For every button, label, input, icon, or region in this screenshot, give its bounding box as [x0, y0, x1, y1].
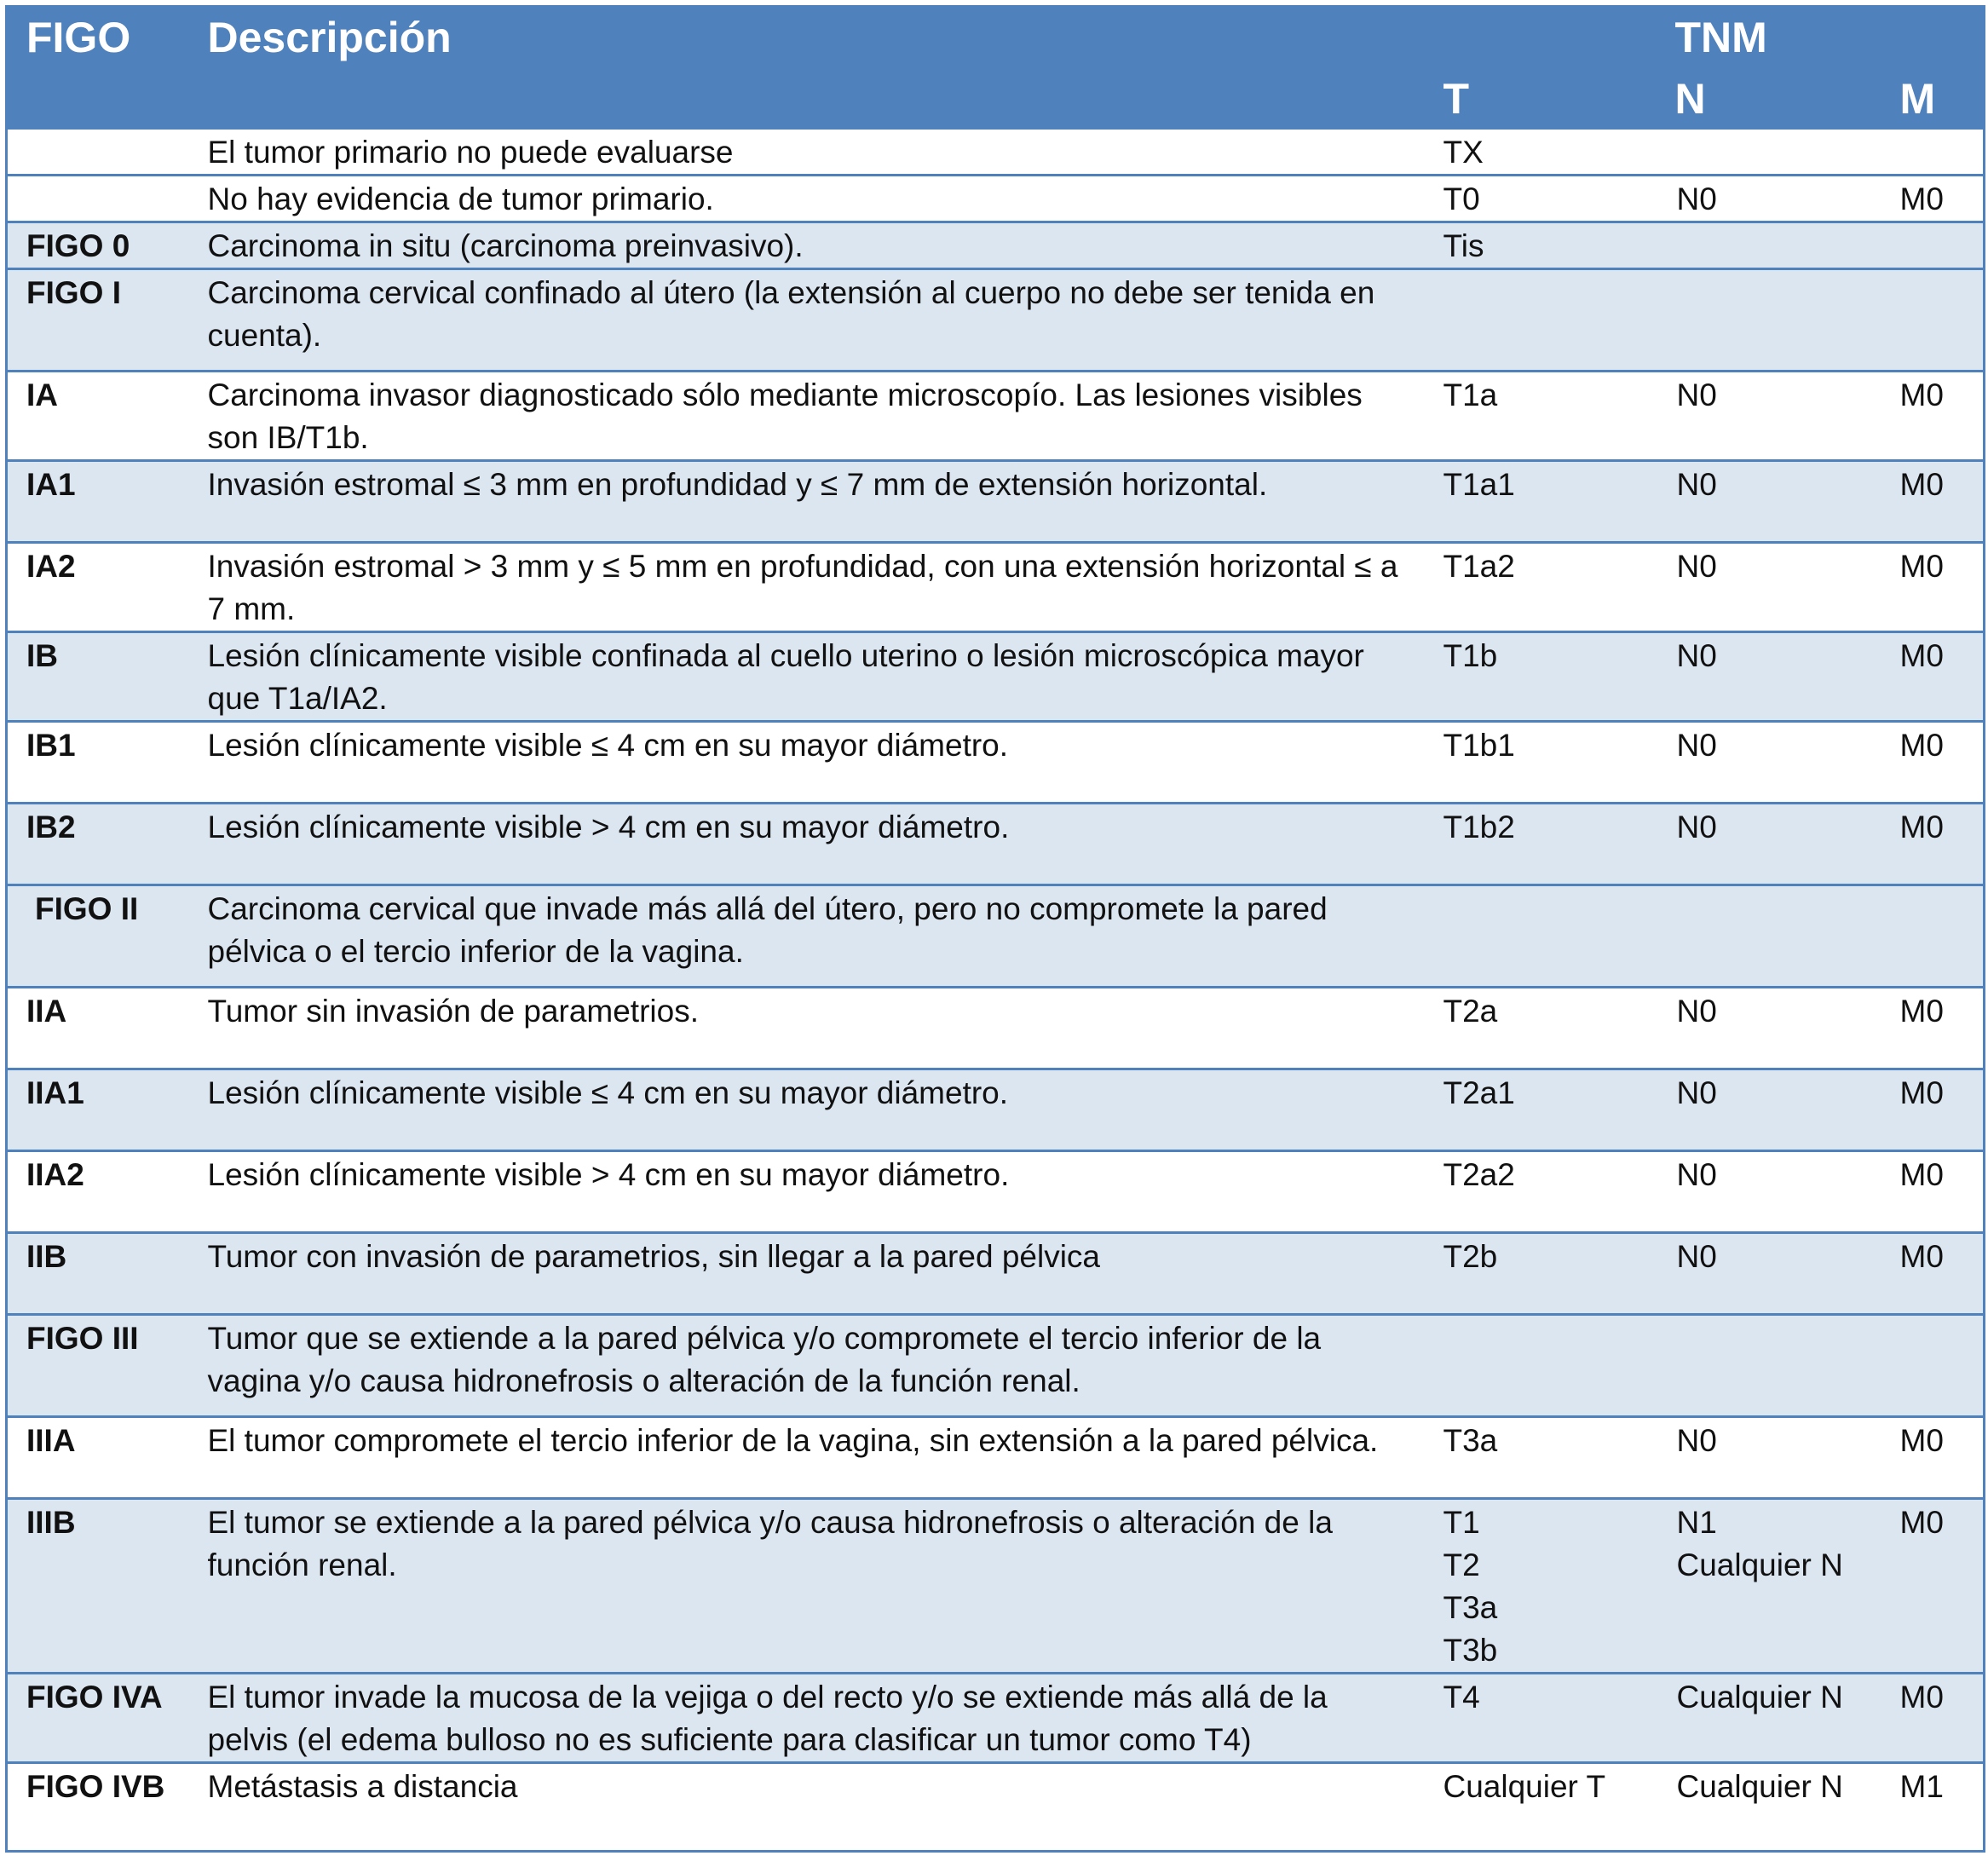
figo-stage-cell: FIGO I	[7, 268, 189, 371]
figo-stage-cell: IIB	[7, 1232, 189, 1314]
tnm-n-cell	[1658, 1498, 1881, 1673]
table-row	[7, 1069, 1985, 1150]
tnm-m-cell: M0	[1881, 631, 1985, 721]
header-description: Descripción	[189, 5, 1425, 66]
t-value: TX	[1443, 134, 1484, 170]
t-value: T1b	[1443, 637, 1498, 673]
description-cell: El tumor compromete el tercio inferior de la vagina, sin extensión a la pared pélvica.	[189, 1416, 1425, 1498]
tnm-t-cell	[1425, 1069, 1658, 1150]
tnm-t-cell	[1425, 987, 1658, 1069]
n-value: N0	[1676, 993, 1717, 1029]
n-value: Cualquier N	[1676, 1679, 1843, 1715]
tnm-n-cell	[1658, 128, 1881, 175]
t-value: T2a	[1443, 993, 1498, 1029]
description-cell: Lesión clínicamente visible ≤ 4 cm en su mayor diámetro.	[189, 721, 1425, 803]
tnm-m-cell: M0	[1881, 987, 1985, 1069]
t-value: T1b2	[1443, 809, 1515, 844]
header-tnm: TNM	[1658, 5, 1881, 66]
description-cell: Tumor sin invasión de parametrios.	[189, 987, 1425, 1069]
figo-stage-cell: IIA2	[7, 1150, 189, 1232]
t-value: T1a2	[1443, 548, 1515, 584]
figo-stage-cell: FIGO II	[7, 885, 189, 987]
n-value: N0	[1676, 1156, 1717, 1192]
tnm-t-cell	[1425, 175, 1658, 222]
description-cell: Tumor con invasión de parametrios, sin llegar a la pared pélvica	[189, 1232, 1425, 1314]
t-value: T2a1	[1443, 1075, 1515, 1110]
tnm-t-cell	[1425, 631, 1658, 721]
t-value: T1	[1443, 1504, 1480, 1540]
description-cell: El tumor se extiende a la pared pélvica y/o causa hidronefrosis o alteración de la función renal.	[189, 1498, 1425, 1673]
header-m: M	[1881, 66, 1985, 128]
tnm-m-cell: M0	[1881, 175, 1985, 222]
figo-stage-cell: IIA	[7, 987, 189, 1069]
header-spacer	[1881, 5, 1985, 66]
t-value: Tis	[1443, 228, 1484, 263]
tnm-t-cell	[1425, 542, 1658, 631]
description-cell: Carcinoma in situ (carcinoma preinvasivo).	[189, 222, 1425, 268]
table-row	[7, 542, 1985, 631]
tnm-m-cell	[1881, 885, 1985, 987]
n-value: Cualquier N	[1676, 1547, 1843, 1582]
tnm-t-cell	[1425, 222, 1658, 268]
tnm-t-cell	[1425, 1314, 1658, 1416]
header-row-secondary	[7, 66, 1985, 128]
t-value: T1b1	[1443, 727, 1515, 763]
tnm-t-cell	[1425, 1232, 1658, 1314]
tnm-t-cell	[1425, 268, 1658, 371]
t-value: T3a	[1443, 1589, 1498, 1625]
tnm-t-cell	[1425, 371, 1658, 460]
tnm-t-cell	[1425, 460, 1658, 542]
figo-stage-cell: FIGO IVA	[7, 1673, 189, 1762]
tnm-n-cell	[1658, 1762, 1881, 1851]
tnm-t-cell	[1425, 1498, 1658, 1673]
tnm-t-cell	[1425, 721, 1658, 803]
description-cell: El tumor primario no puede evaluarse	[189, 128, 1425, 175]
n-value: N0	[1676, 466, 1717, 502]
header-spacer	[1425, 5, 1658, 66]
t-value: Cualquier T	[1443, 1768, 1606, 1804]
table-row	[7, 885, 1985, 987]
t-value: T2b	[1443, 1238, 1498, 1274]
tnm-m-cell: M0	[1881, 1498, 1985, 1673]
tnm-n-cell	[1658, 1673, 1881, 1762]
tnm-m-cell: M0	[1881, 371, 1985, 460]
table-row	[7, 268, 1985, 371]
description-cell: Lesión clínicamente visible > 4 cm en su mayor diámetro.	[189, 803, 1425, 885]
description-cell: No hay evidencia de tumor primario.	[189, 175, 1425, 222]
tnm-t-cell	[1425, 1416, 1658, 1498]
tnm-n-cell	[1658, 1069, 1881, 1150]
tnm-t-cell	[1425, 1762, 1658, 1851]
header-t: T	[1425, 66, 1658, 128]
tnm-m-cell	[1881, 268, 1985, 371]
description-cell: Carcinoma cervical confinado al útero (la extensión al cuerpo no debe ser tenida en cuenta).	[189, 268, 1425, 371]
table-row	[7, 1416, 1985, 1498]
description-cell: Lesión clínicamente visible > 4 cm en su mayor diámetro.	[189, 1150, 1425, 1232]
table-row	[7, 175, 1985, 222]
tnm-m-cell: M0	[1881, 1232, 1985, 1314]
tnm-n-cell	[1658, 1416, 1881, 1498]
n-value: N0	[1676, 727, 1717, 763]
tnm-m-cell	[1881, 1314, 1985, 1416]
figo-stage-cell: IIA1	[7, 1069, 189, 1150]
tnm-n-cell	[1658, 222, 1881, 268]
figo-stage-cell	[7, 175, 189, 222]
tnm-n-cell	[1658, 542, 1881, 631]
tnm-n-cell	[1658, 175, 1881, 222]
t-value: T2	[1443, 1547, 1480, 1582]
description-cell: Tumor que se extiende a la pared pélvica y/o compromete el tercio inferior de la vagina y/o causa hidronefrosis o alteración de la función renal.	[189, 1314, 1425, 1416]
figo-stage-cell: IIIB	[7, 1498, 189, 1673]
description-cell: Invasión estromal > 3 mm y ≤ 5 mm en profundidad, con una extensión horizontal ≤ a 7 mm.	[189, 542, 1425, 631]
tnm-m-cell	[1881, 128, 1985, 175]
table-row	[7, 1762, 1985, 1851]
header-n: N	[1658, 66, 1881, 128]
table-row	[7, 1498, 1985, 1673]
tnm-n-cell	[1658, 1232, 1881, 1314]
tnm-n-cell	[1658, 371, 1881, 460]
tnm-n-cell	[1658, 1150, 1881, 1232]
figo-stage-cell: IB	[7, 631, 189, 721]
tnm-n-cell	[1658, 268, 1881, 371]
t-value: T1a1	[1443, 466, 1515, 502]
t-value: T2a2	[1443, 1156, 1515, 1192]
tnm-t-cell	[1425, 128, 1658, 175]
tnm-m-cell: M0	[1881, 542, 1985, 631]
table-row	[7, 803, 1985, 885]
n-value: N0	[1676, 377, 1717, 412]
n-value: N0	[1676, 809, 1717, 844]
description-cell: Lesión clínicamente visible ≤ 4 cm en su mayor diámetro.	[189, 1069, 1425, 1150]
figo-stage-cell: FIGO 0	[7, 222, 189, 268]
table-row	[7, 1673, 1985, 1762]
t-value: T3b	[1443, 1632, 1498, 1668]
description-cell: Invasión estromal ≤ 3 mm en profundidad y ≤ 7 mm de extensión horizontal.	[189, 460, 1425, 542]
n-value: Cualquier N	[1676, 1768, 1843, 1804]
tnm-m-cell: M0	[1881, 1673, 1985, 1762]
t-value: T1a	[1443, 377, 1498, 412]
tnm-t-cell	[1425, 1150, 1658, 1232]
n-value: N1	[1676, 1504, 1717, 1540]
n-value: N0	[1676, 1422, 1717, 1458]
tnm-t-cell	[1425, 885, 1658, 987]
figo-tnm-staging-table	[5, 5, 1985, 1853]
t-value: T3a	[1443, 1422, 1498, 1458]
table-row	[7, 721, 1985, 803]
t-value: T0	[1443, 181, 1480, 216]
tnm-m-cell: M0	[1881, 1416, 1985, 1498]
tnm-n-cell	[1658, 803, 1881, 885]
figo-stage-cell: IA1	[7, 460, 189, 542]
description-cell: Lesión clínicamente visible confinada al cuello uterino o lesión microscópica mayor que T1a/IA2.	[189, 631, 1425, 721]
table-header	[7, 5, 1985, 128]
n-value: N0	[1676, 1238, 1717, 1274]
description-cell: Carcinoma cervical que invade más allá del útero, pero no compromete la pared pélvica o el tercio inferior de la vagina.	[189, 885, 1425, 987]
figo-stage-cell: FIGO III	[7, 1314, 189, 1416]
table-body	[7, 128, 1985, 1851]
table-row	[7, 1314, 1985, 1416]
header-spacer	[7, 66, 189, 128]
header-figo: FIGO	[7, 5, 189, 66]
figo-stage-cell: FIGO IVB	[7, 1762, 189, 1851]
n-value: N0	[1676, 1075, 1717, 1110]
figo-stage-cell: IA	[7, 371, 189, 460]
table-row	[7, 631, 1985, 721]
tnm-n-cell	[1658, 885, 1881, 987]
tnm-m-cell: M0	[1881, 1150, 1985, 1232]
table-row	[7, 222, 1985, 268]
table-row	[7, 128, 1985, 175]
description-cell: El tumor invade la mucosa de la vejiga o del recto y/o se extiende más allá de la pelvis (el edema bulloso no es suficiente para clasificar un tumor como T4)	[189, 1673, 1425, 1762]
header-spacer	[189, 66, 1425, 128]
tnm-m-cell: M0	[1881, 460, 1985, 542]
tnm-n-cell	[1658, 1314, 1881, 1416]
n-value: N0	[1676, 637, 1717, 673]
figo-stage-cell: IIIA	[7, 1416, 189, 1498]
tnm-n-cell	[1658, 460, 1881, 542]
figo-stage-cell: IB2	[7, 803, 189, 885]
tnm-m-cell	[1881, 222, 1985, 268]
figo-stage-cell: IB1	[7, 721, 189, 803]
tnm-n-cell	[1658, 721, 1881, 803]
table-row	[7, 371, 1985, 460]
description-cell: Carcinoma invasor diagnosticado sólo mediante microscopío. Las lesiones visibles son IB/T1b.	[189, 371, 1425, 460]
description-cell: Metástasis a distancia	[189, 1762, 1425, 1851]
table-row	[7, 1232, 1985, 1314]
tnm-m-cell: M0	[1881, 803, 1985, 885]
n-value: N0	[1676, 548, 1717, 584]
tnm-m-cell: M0	[1881, 1069, 1985, 1150]
table-row	[7, 1150, 1985, 1232]
tnm-m-cell: M0	[1881, 721, 1985, 803]
tnm-m-cell: M1	[1881, 1762, 1985, 1851]
tnm-n-cell	[1658, 631, 1881, 721]
t-value: T4	[1443, 1679, 1480, 1715]
tnm-t-cell	[1425, 803, 1658, 885]
table-row	[7, 460, 1985, 542]
header-row-primary	[7, 5, 1985, 66]
figo-stage-cell	[7, 128, 189, 175]
tnm-t-cell	[1425, 1673, 1658, 1762]
table-row	[7, 987, 1985, 1069]
tnm-n-cell	[1658, 987, 1881, 1069]
n-value: N0	[1676, 181, 1717, 216]
figo-stage-cell: IA2	[7, 542, 189, 631]
